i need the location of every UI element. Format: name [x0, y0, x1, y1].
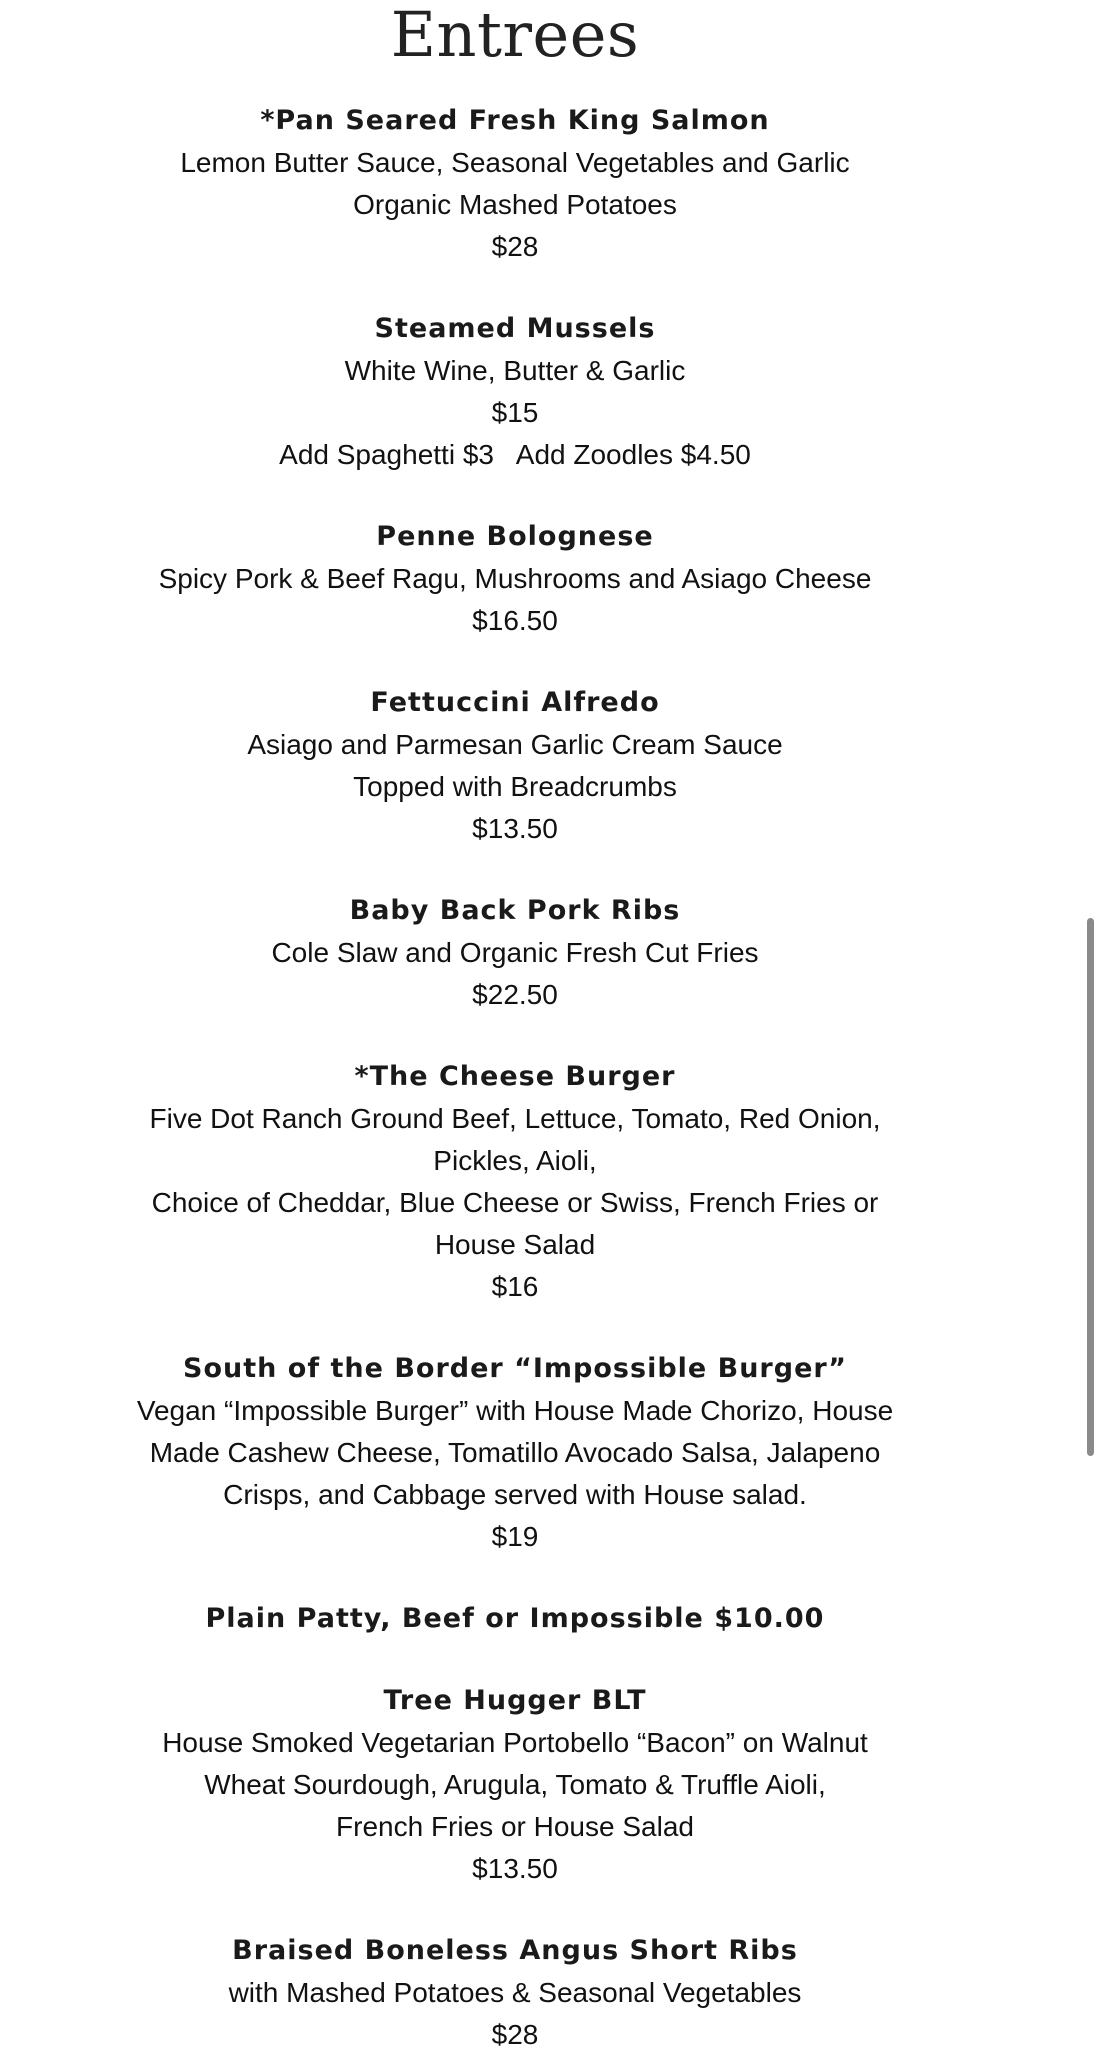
- item-description: Lemon Butter Sauce, Seasonal Vegetables and Garlic: [180, 147, 850, 178]
- item-description: House Salad: [434, 1229, 596, 1260]
- item-name: South of the Border “Impossible Burger”: [183, 1353, 847, 1384]
- item-price: $28: [491, 2019, 539, 2050]
- item-description: Pickles, Aioli,: [433, 1145, 597, 1176]
- item-name: *Pan Seared Fresh King Salmon: [260, 105, 770, 136]
- item-description: Organic Mashed Potatoes: [353, 189, 677, 220]
- item-description: Spicy Pork & Beef Ragu, Mushrooms and Asiago Cheese: [158, 563, 872, 594]
- item-description: Asiago and Parmesan Garlic Cream Sauce: [247, 729, 783, 760]
- item-description: Cole Slaw and Organic Fresh Cut Fries: [271, 937, 759, 968]
- item-description: Choice of Cheddar, Blue Cheese or Swiss, French Fries or: [151, 1187, 879, 1218]
- menu-item-tree-hugger-blt: [0, 1680, 1030, 1890]
- menu-item-salmon: [0, 100, 1030, 268]
- item-price: $13.50: [472, 813, 558, 844]
- item-price: $22.50: [472, 979, 558, 1010]
- item-name: Plain Patty, Beef or Impossible $10.00: [205, 1603, 825, 1634]
- scrollbar[interactable]: [1087, 918, 1094, 1456]
- item-description: House Smoked Vegetarian Portobello “Bacon” on Walnut: [162, 1727, 868, 1758]
- item-addons: Add Spaghetti $3 Add Zoodles $4.50: [279, 439, 751, 470]
- menu-item-alfredo: [0, 682, 1030, 850]
- item-description: French Fries or House Salad: [336, 1811, 694, 1842]
- item-price: $16: [491, 1271, 539, 1302]
- menu-item-plain-patty: [0, 1598, 1030, 1640]
- item-description: White Wine, Butter & Garlic: [344, 355, 686, 386]
- item-price: $15: [491, 397, 539, 428]
- menu-item-impossible-burger: [0, 1348, 1030, 1558]
- item-description: Five Dot Ranch Ground Beef, Lettuce, Tomato, Red Onion,: [149, 1103, 881, 1134]
- menu-item-short-ribs: [0, 1930, 1030, 2056]
- item-description: Topped with Breadcrumbs: [353, 771, 677, 802]
- item-price: $16.50: [472, 605, 558, 636]
- item-description: Wheat Sourdough, Arugula, Tomato & Truffle Aioli,: [204, 1769, 826, 1800]
- item-description: Vegan “Impossible Burger” with House Made Chorizo, House: [136, 1395, 894, 1426]
- item-price: $13.50: [472, 1853, 558, 1884]
- menu-item-bolognese: [0, 516, 1030, 642]
- page-title: Entrees: [390, 0, 640, 71]
- item-name: Penne Bolognese: [376, 521, 654, 552]
- item-name: Tree Hugger BLT: [383, 1685, 647, 1716]
- item-price: $19: [491, 1521, 539, 1552]
- item-price: $28: [491, 231, 539, 262]
- item-name: Steamed Mussels: [374, 313, 656, 344]
- menu-item-cheese-burger: [0, 1056, 1030, 1308]
- item-description: Crisps, and Cabbage served with House salad.: [223, 1479, 807, 1510]
- item-name: Baby Back Pork Ribs: [349, 895, 681, 926]
- item-description: with Mashed Potatoes & Seasonal Vegetables: [228, 1977, 802, 2008]
- item-name: Fettuccini Alfredo: [370, 687, 660, 718]
- menu-item-mussels: [0, 308, 1030, 476]
- item-description: Made Cashew Cheese, Tomatillo Avocado Salsa, Jalapeno: [149, 1437, 881, 1468]
- item-name: Braised Boneless Angus Short Ribs: [232, 1935, 798, 1966]
- item-name: *The Cheese Burger: [354, 1061, 676, 1092]
- menu-item-ribs: [0, 890, 1030, 1016]
